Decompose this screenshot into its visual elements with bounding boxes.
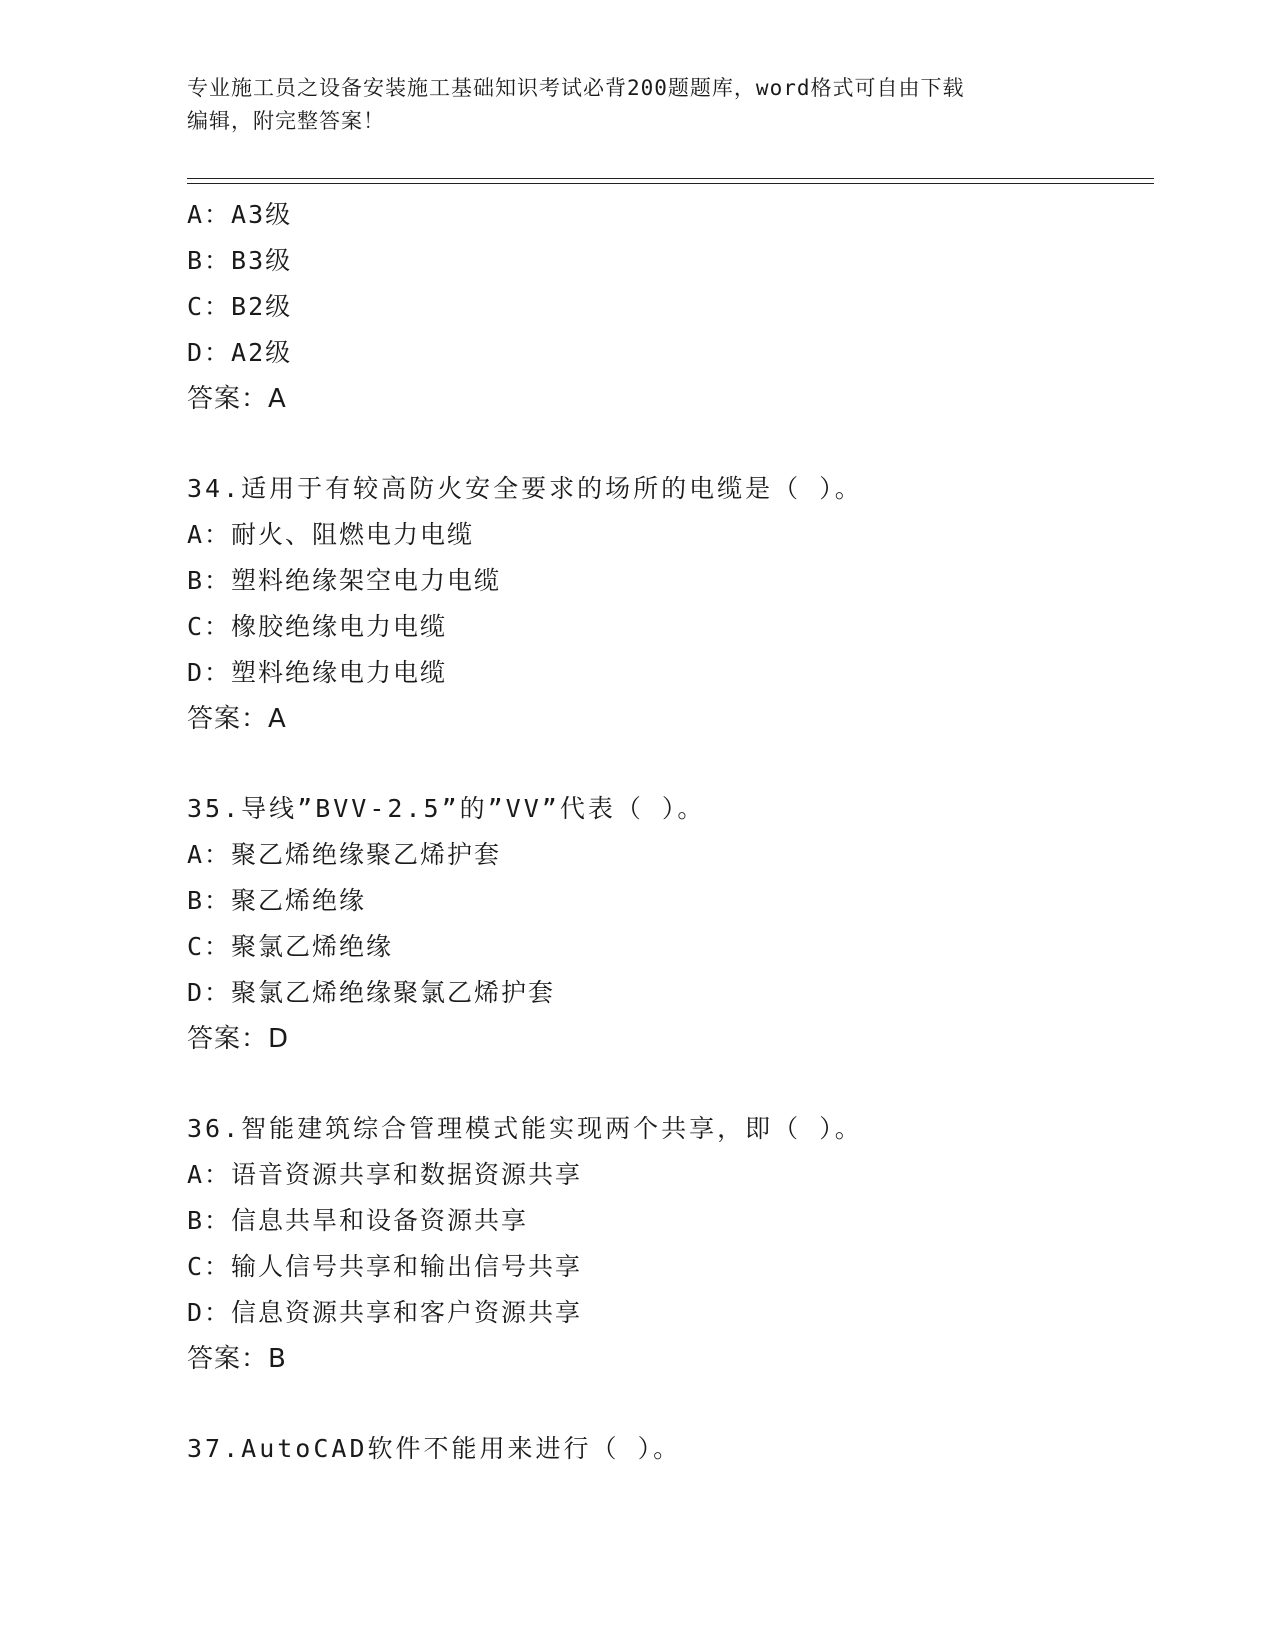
question-block-35 (187, 786, 1147, 1062)
answer: 答案：A (187, 704, 287, 734)
question-list (187, 192, 1147, 1472)
document-header (187, 72, 1067, 138)
option-b: B：信息共旱和设备资源共享 (187, 1206, 529, 1235)
option-c: C：B2级 (187, 292, 293, 321)
option-c: C：聚氯乙烯绝缘 (187, 932, 394, 961)
question-text: 36.智能建筑综合管理模式能实现两个共享，即（ ）。 (187, 1114, 863, 1143)
option-d: D：A2级 (187, 338, 293, 367)
question-text: 35.导线”BVV-2.5”的”VV”代表（ ）。 (187, 794, 706, 823)
header-title-line-1: 专业施工员之设备安装施工基础知识考试必背200题题库，word格式可自由下载 (187, 76, 965, 100)
option-b: B：聚乙烯绝缘 (187, 886, 367, 915)
question-block-37 (187, 1426, 1147, 1472)
option-d: D：信息资源共享和客户资源共享 (187, 1298, 583, 1327)
option-a: A：耐火、阻燃电力电缆 (187, 520, 475, 549)
option-c: C：输人信号共享和输出信号共享 (187, 1252, 583, 1281)
option-a: A：聚乙烯绝缘聚乙烯护套 (187, 840, 502, 869)
answer: 答案：D (187, 1024, 290, 1054)
option-a: A：语音资源共享和数据资源共享 (187, 1160, 583, 1189)
question-block-33 (187, 192, 1147, 422)
header-divider-top (187, 178, 1154, 179)
answer: 答案：A (187, 384, 287, 414)
answer: 答案：B (187, 1344, 287, 1374)
option-c: C：橡胶绝缘电力电缆 (187, 612, 448, 641)
option-d: D：塑料绝缘电力电缆 (187, 658, 448, 687)
header-divider-bottom (187, 183, 1154, 184)
question-block-34 (187, 466, 1147, 742)
option-d: D：聚氯乙烯绝缘聚氯乙烯护套 (187, 978, 556, 1007)
option-a: A：A3级 (187, 200, 293, 229)
header-title-line-2: 编辑，附完整答案！ (187, 109, 385, 133)
option-b: B：B3级 (187, 246, 293, 275)
question-block-36 (187, 1106, 1147, 1382)
question-text: 37.AutoCAD软件不能用来进行（ ）。 (187, 1434, 682, 1463)
option-b: B：塑料绝缘架空电力电缆 (187, 566, 502, 595)
question-text: 34.适用于有较高防火安全要求的场所的电缆是（ ）。 (187, 474, 863, 503)
